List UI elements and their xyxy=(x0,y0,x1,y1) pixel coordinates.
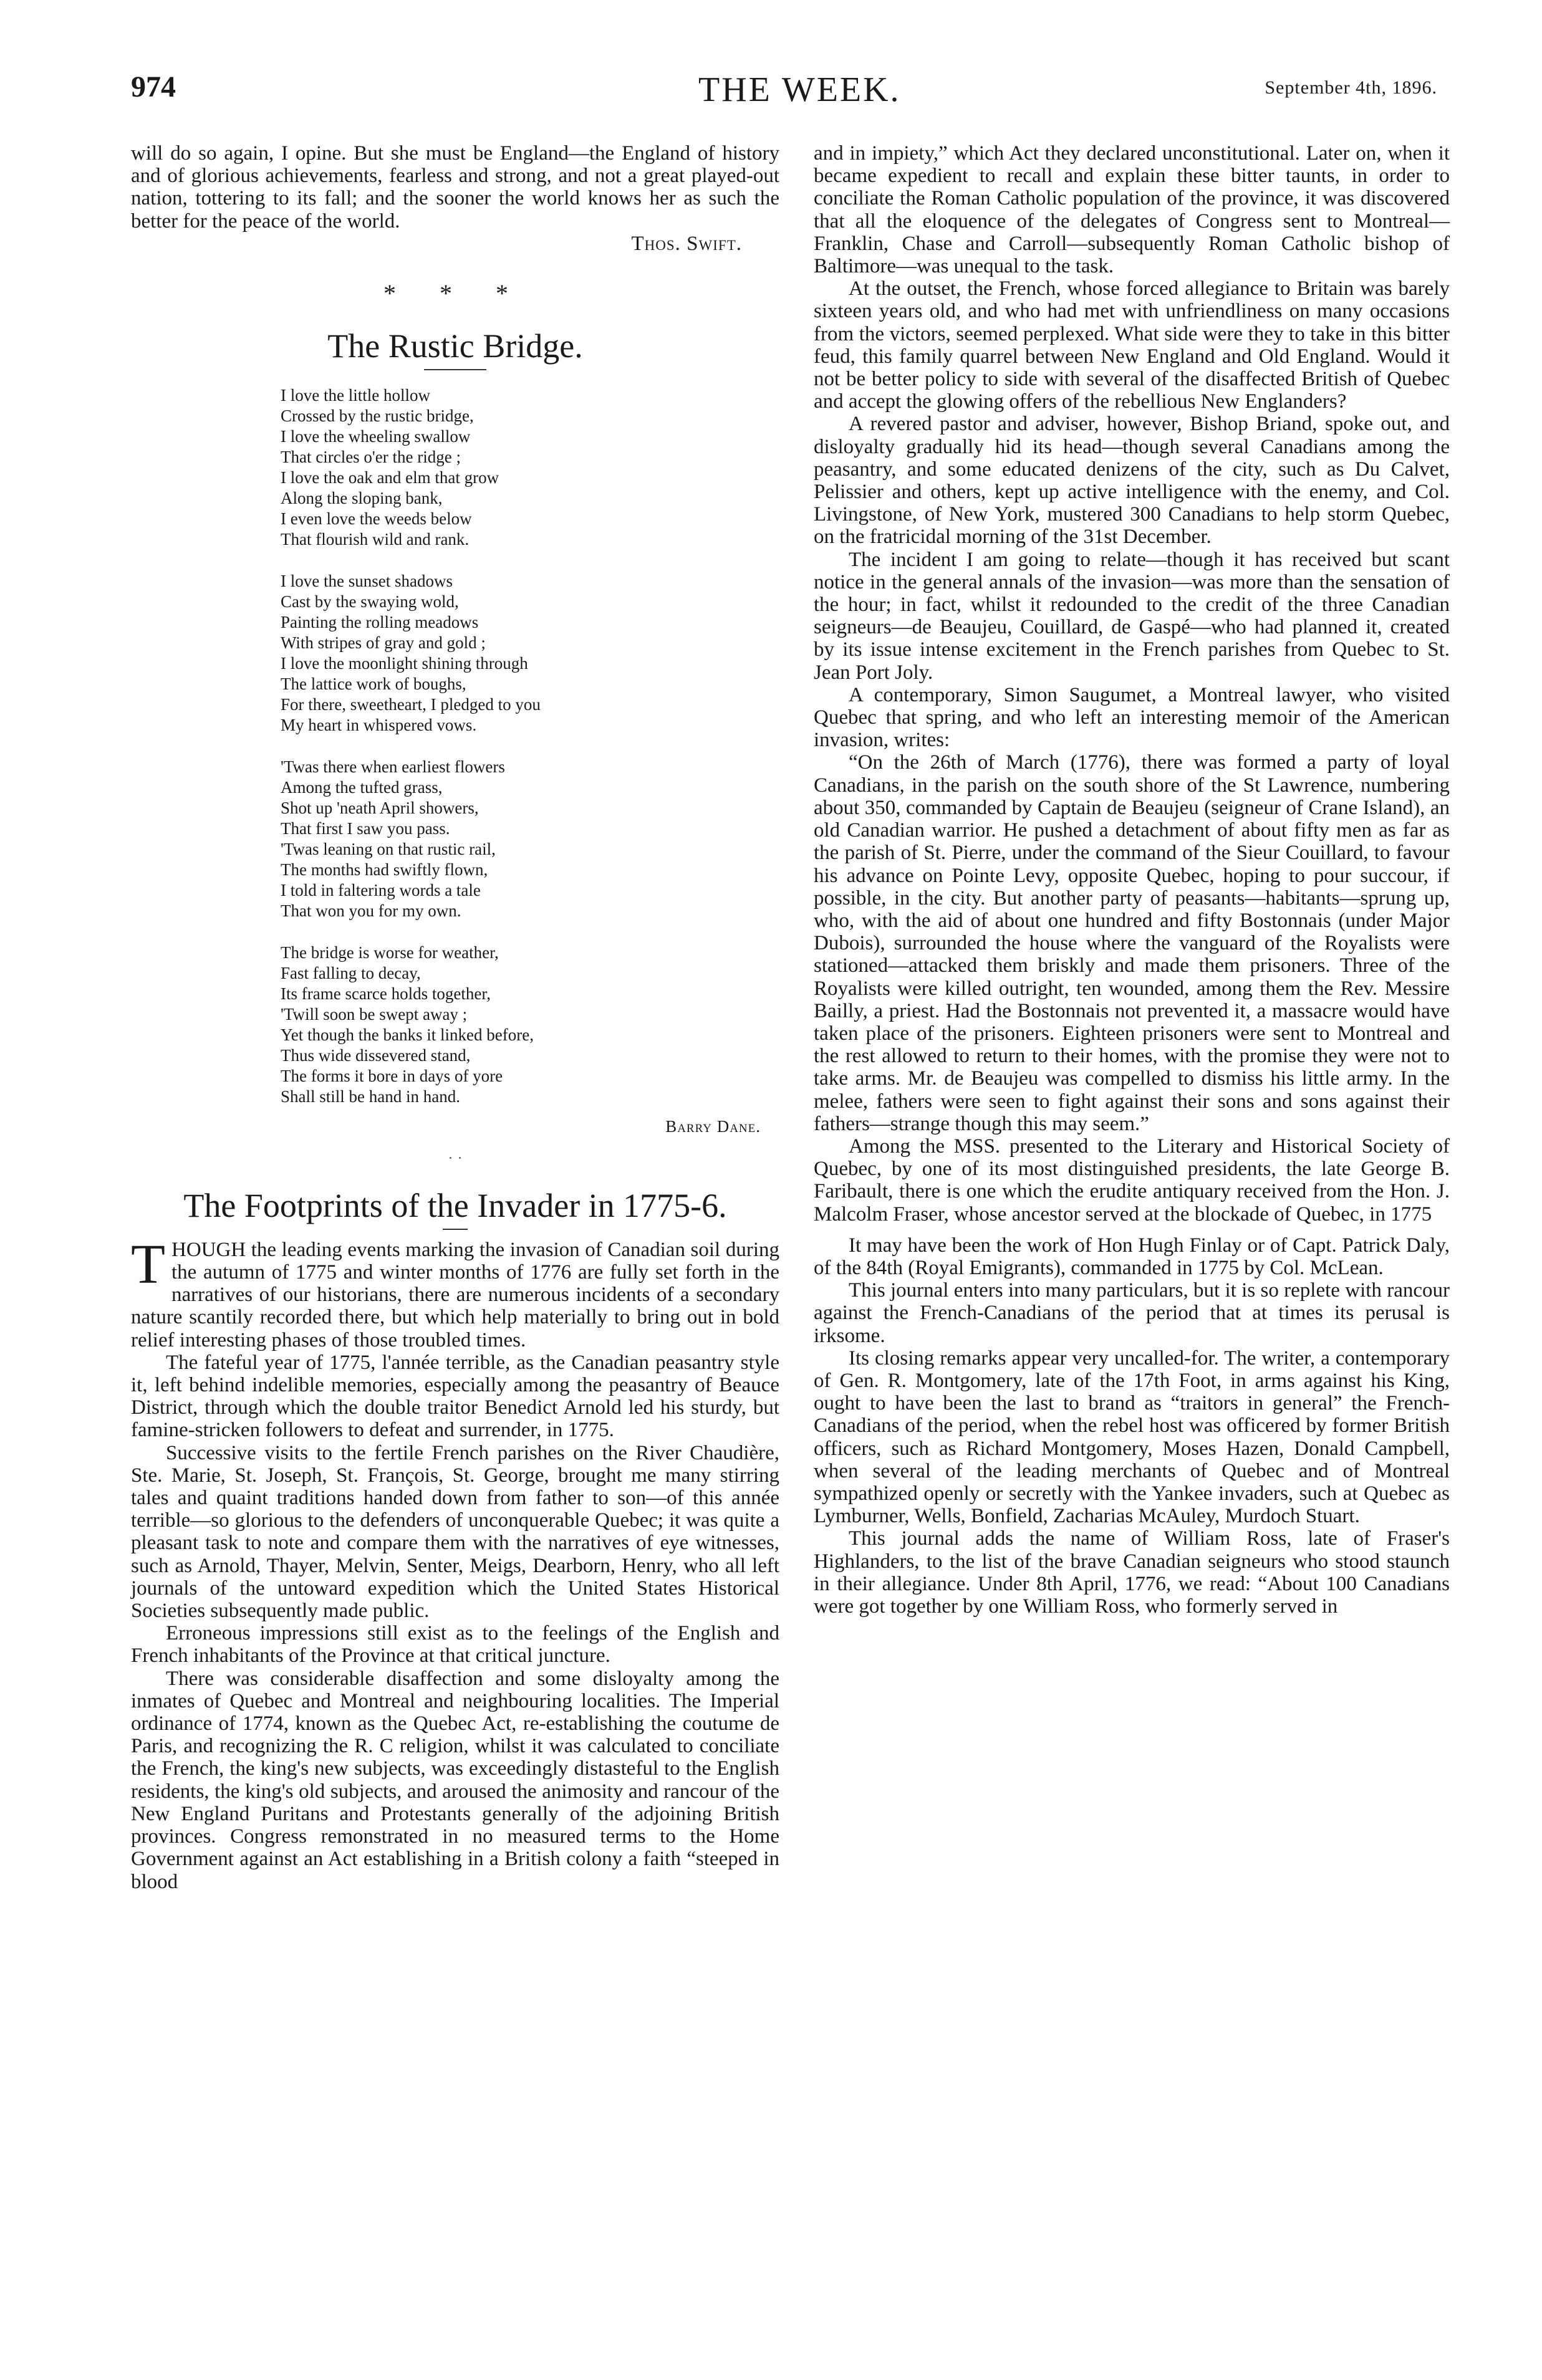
poem-line: Shall still be hand in hand. xyxy=(281,1087,460,1106)
poem-line: I love the little hollow xyxy=(281,385,430,405)
poem-author: Barry Dane. xyxy=(665,1116,761,1136)
article-title-rule xyxy=(443,1229,468,1230)
article-paragraph-3: Successive visits to the fertile French parishes on the River Chaudière, Ste. Marie, St. Joseph, St. François, St. George, brought me many stirring tales and quaint traditions handed down from father to son—of this année terrible—so glorious to the defenders of unconquerable Quebec; it was quite a pleasant task to note and compare them with the narratives of eye witnesses, such as Arnold, Thayer, Melvin, Senter, Meigs, Dearborn, Henry, who all left journals of the untoward expedition which the United States Historical Societies subsequently made public. xyxy=(131,1441,779,1623)
article-paragraph-6: and in impiety,” which Act they declared unconstitutional. Later on, when it became expedient to recall and explain these bitter taunts, in order to conciliate the Roman Catholic population of the province, it was discovered that all the eloquence of the delegates of Congress sent to Montreal—Franklin, Chase and Carroll—subsequently Roman Catholic bishop of Baltimore—was unequal to the task. xyxy=(814,142,1450,278)
poem-line: Along the sloping bank, xyxy=(281,488,443,507)
ornament: · · xyxy=(448,1148,463,1167)
poem-line: Among the tufted grass, xyxy=(281,777,443,797)
article-title: The Footprints of the Invader in 1775-6. xyxy=(183,1186,727,1224)
poem-line: Yet though the banks it linked before, xyxy=(281,1025,534,1044)
poem-line: That first I saw you pass. xyxy=(281,818,450,838)
poem-line: Its frame scarce holds together, xyxy=(281,984,491,1003)
article-paragraph-5: There was considerable disaffection and some disloyalty among the inmates of Quebec and Montreal and neighbouring localities. The Imperial ordinance of 1774, known as the Quebec Act, re-establishing the coutume de Paris, and recognizing the R. C religion, whilst it was calculated to conciliate the French, the king's new subjects, was exceedingly distasteful to the English residents, the king's old subjects, and aroused the animosity and rancour of the New England Puritans and Protestants generally of the adjoining British provinces. Congress remonstrated in no measured terms to the Home Government against an Act establishing in a British colony a faith “steeped in blood xyxy=(131,1667,779,1893)
poem-line: 'Twas leaning on that rustic rail, xyxy=(281,839,496,858)
poem-line: I love the oak and elm that grow xyxy=(281,468,499,487)
poem-line: I told in faltering words a tale xyxy=(281,880,481,900)
poem-line: My heart in whispered vows. xyxy=(281,715,477,734)
poem-line: 'Twill soon be swept away ; xyxy=(281,1004,468,1024)
article-paragraph-7: At the outset, the French, whose forced allegiance to Britain was barely sixteen years old, and who had met with unfriendliness on many occasions from the victors, seemed perplexed. What side were they to take in this bitter feud, this family quarrel between New England and Old England. Would it not be better policy to side with several of the disaffected British of Quebec and accept the glowing offers of the rebellious New Englanders? xyxy=(814,277,1450,413)
poem-line: For there, sweetheart, I pledged to you xyxy=(281,694,541,714)
article-paragraph-8: A revered pastor and adviser, however, Bishop Briand, spoke out, and disloyalty gradually hid its head—though several Canadians among the peasantry, and some educated denizens of the city, such as Du Calvet, Pelissier and others, kept up active intelligence with the enemy, and Col. Livingstone, of New York, mustered 300 Canadians to help storm Quebec, on the fratricidal morning of the 31st December. xyxy=(814,413,1450,549)
article-paragraph-11: Among the MSS. presented to the Literary and Historical Society of Quebec, by one of its most distinguished presidents, the late George B. Faribault, there is one which the erudite antiquary received from the Hon. J. Malcolm Fraser, whose ancestor served at the blockade of Quebec, in 1775 xyxy=(814,1135,1450,1226)
poem-line: The forms it bore in days of yore xyxy=(281,1066,503,1085)
poem-title: The Rustic Bridge. xyxy=(327,327,583,365)
poem-line: Shot up 'neath April showers, xyxy=(281,798,479,817)
article-paragraph-13: This journal enters into many particulars, but it is so replete with rancour against the French-Canadians of the period that at times its perusal is irksome. xyxy=(814,1279,1450,1347)
poem-line: The months had swiftly flown, xyxy=(281,860,488,879)
poem-line: Fast falling to decay, xyxy=(281,963,421,982)
article-paragraph-15: This journal adds the name of William Ross, late of Fraser's Highlanders, to the list of the brave Canadian seigneurs who stood staunch in their allegiance. Under 8th April, 1776, we read: “About 100 Canadians were got together by one William Ross, who formerly served in xyxy=(814,1527,1450,1618)
poem-line: Painting the rolling meadows xyxy=(281,612,479,631)
poem-line: I love the moonlight shining through xyxy=(281,653,528,673)
poem-line: That flourish wild and rank. xyxy=(281,529,470,549)
article-paragraph-1: HOUGH the leading events marking the invasion of Canadian soil during the autumn of 1775 and winter months of 1776 are fully set forth in the narratives of our historians, there are numerous incidents of a secondary nature scantily recorded there, but which help materially to bring out in bold relief interesting phases of those troubled times. xyxy=(131,1238,779,1351)
poem-stanza xyxy=(281,571,779,736)
article-paragraph-14: Its closing remarks appear very uncalled-for. The writer, a contemporary of Gen. R. Montgomery, late of the 17th Foot, in arms against his King, ought to have been the last to brand as “traitors in general” the French-Canadians of the period, when the rebel host was officered by former British officers, such as Richard Montgomery, Moses Hazen, Donald Campbell, when several of the leading merchants of Quebec and of Montreal sympathized openly or secretly with the Yankee invaders, such at Quebec as Lymburner, Wells, Bonfield, Zacharias McAuley, Murdoch Stuart. xyxy=(814,1346,1450,1528)
intro-paragraph: will do so again, I opine. But she must be England—the England of history and of glorious achievements, fearless and strong, and not a great played-out nation, tottering to its fall; and the sooner the world knows her as such the better for the peace of the world. xyxy=(131,142,779,233)
intro-signature: Thos. Swift. xyxy=(631,232,742,255)
article-paragraph-9: The incident I am going to relate—though it has received but scant notice in the general annals of the invasion—was more than the sensation of the hour; in fact, whilst it redounded to the credit of the three Canadian seigneurs—de Beaujeu, Couillard, de Gaspé—who had planned it, created by its issue intense excitement in the French parishes from Quebec to St. Jean Port Joly. xyxy=(814,548,1450,684)
poem-line: The bridge is worse for weather, xyxy=(281,943,499,962)
running-title: THE WEEK. xyxy=(698,70,901,109)
article-paragraph-10: A contemporary, Simon Saugumet, a Montreal lawyer, who visited Quebec that spring, and who left an interesting memoir of the American invasion, writes: xyxy=(814,683,1450,752)
poem-line: I love the wheeling swallow xyxy=(281,426,471,446)
poem-line: I love the sunset shadows xyxy=(281,571,453,590)
poem-line: The lattice work of boughs, xyxy=(281,674,466,693)
poem-line: Cast by the swaying wold, xyxy=(281,592,459,611)
section-stars: * * * xyxy=(383,279,527,307)
article-paragraph-4: Erroneous impressions still exist as to the feelings of the English and French inhabitants of the Province at that critical juncture. xyxy=(131,1622,779,1667)
spacer xyxy=(814,1226,1450,1234)
poem-stanza xyxy=(281,757,779,921)
drop-cap: T xyxy=(131,1233,165,1295)
issue-date: September 4th, 1896. xyxy=(1265,77,1437,98)
title-rule xyxy=(424,369,486,370)
page-number: 974 xyxy=(131,70,176,103)
left-column xyxy=(131,142,779,1893)
article-paragraph-2: The fateful year of 1775, l'année terrible, as the Canadian peasantry style it, left behind indelible memories, especially among the peasantry of Beauce District, through which the double traitor Benedict Arnold led his sturdy, but famine-stricken followers to defeat and surrender, in 1775. xyxy=(131,1351,779,1442)
poem-stanza xyxy=(281,385,779,550)
article-paragraph-12: It may have been the work of Hon Hugh Finlay or of Capt. Patrick Daly, of the 84th (Royal Emigrants), commanded in 1775 by Col. McLean. xyxy=(814,1234,1450,1279)
poem-line: That won you for my own. xyxy=(281,901,461,920)
poem-line: With stripes of gray and gold ; xyxy=(281,633,486,652)
poem-line: Thus wide dissevered stand, xyxy=(281,1045,471,1065)
page-header xyxy=(0,70,1542,126)
poem-line: 'Twas there when earliest flowers xyxy=(281,757,505,776)
poem-line: Crossed by the rustic bridge, xyxy=(281,406,474,425)
poem-line: I even love the weeds below xyxy=(281,509,472,528)
quoted-memoir: “On the 26th of March (1776), there was formed a party of loyal Canadians, in the parish on the south shore of the St Lawrence, numbering about 350, commanded by Captain de Beaujeu (seigneur of Crane Island), an old Canadian warrior. He pushed a detachment of about fifty men as far as the parish of St. Pierre, under the command of the Sieur Couillard, to favour his advance on Pointe Levy, opposite Quebec, hoping to pour succour, if possible, in the city. But another party of peasants—habitants—sprung up, who, with the aid of about one hundred and fifty Bostonnais (under Major Dubois), surrounded the house where the vanguard of the Royalists were stationed—attacked them briskly and made them prisoners. Three of the Royalists were killed outright, ten wounded, among them the Rev. Messire Bailly, a priest. Had the Bostonnais not prevented it, a massacre would have taken place of the prisoners. Eighteen prisoners were sent to Montreal and the rest allowed to return to their homes, with the promise they were not to take arms. Mr. de Beaujeu was compelled to dismiss his little army. In the melee, fathers were seen to fight against their sons and sons against their fathers—strange though this may seem.” xyxy=(814,751,1450,1135)
poem-line: That circles o'er the ridge ; xyxy=(281,447,461,466)
poem-stanza xyxy=(281,943,779,1107)
right-column xyxy=(814,142,1450,1618)
poem-body xyxy=(281,385,779,1107)
